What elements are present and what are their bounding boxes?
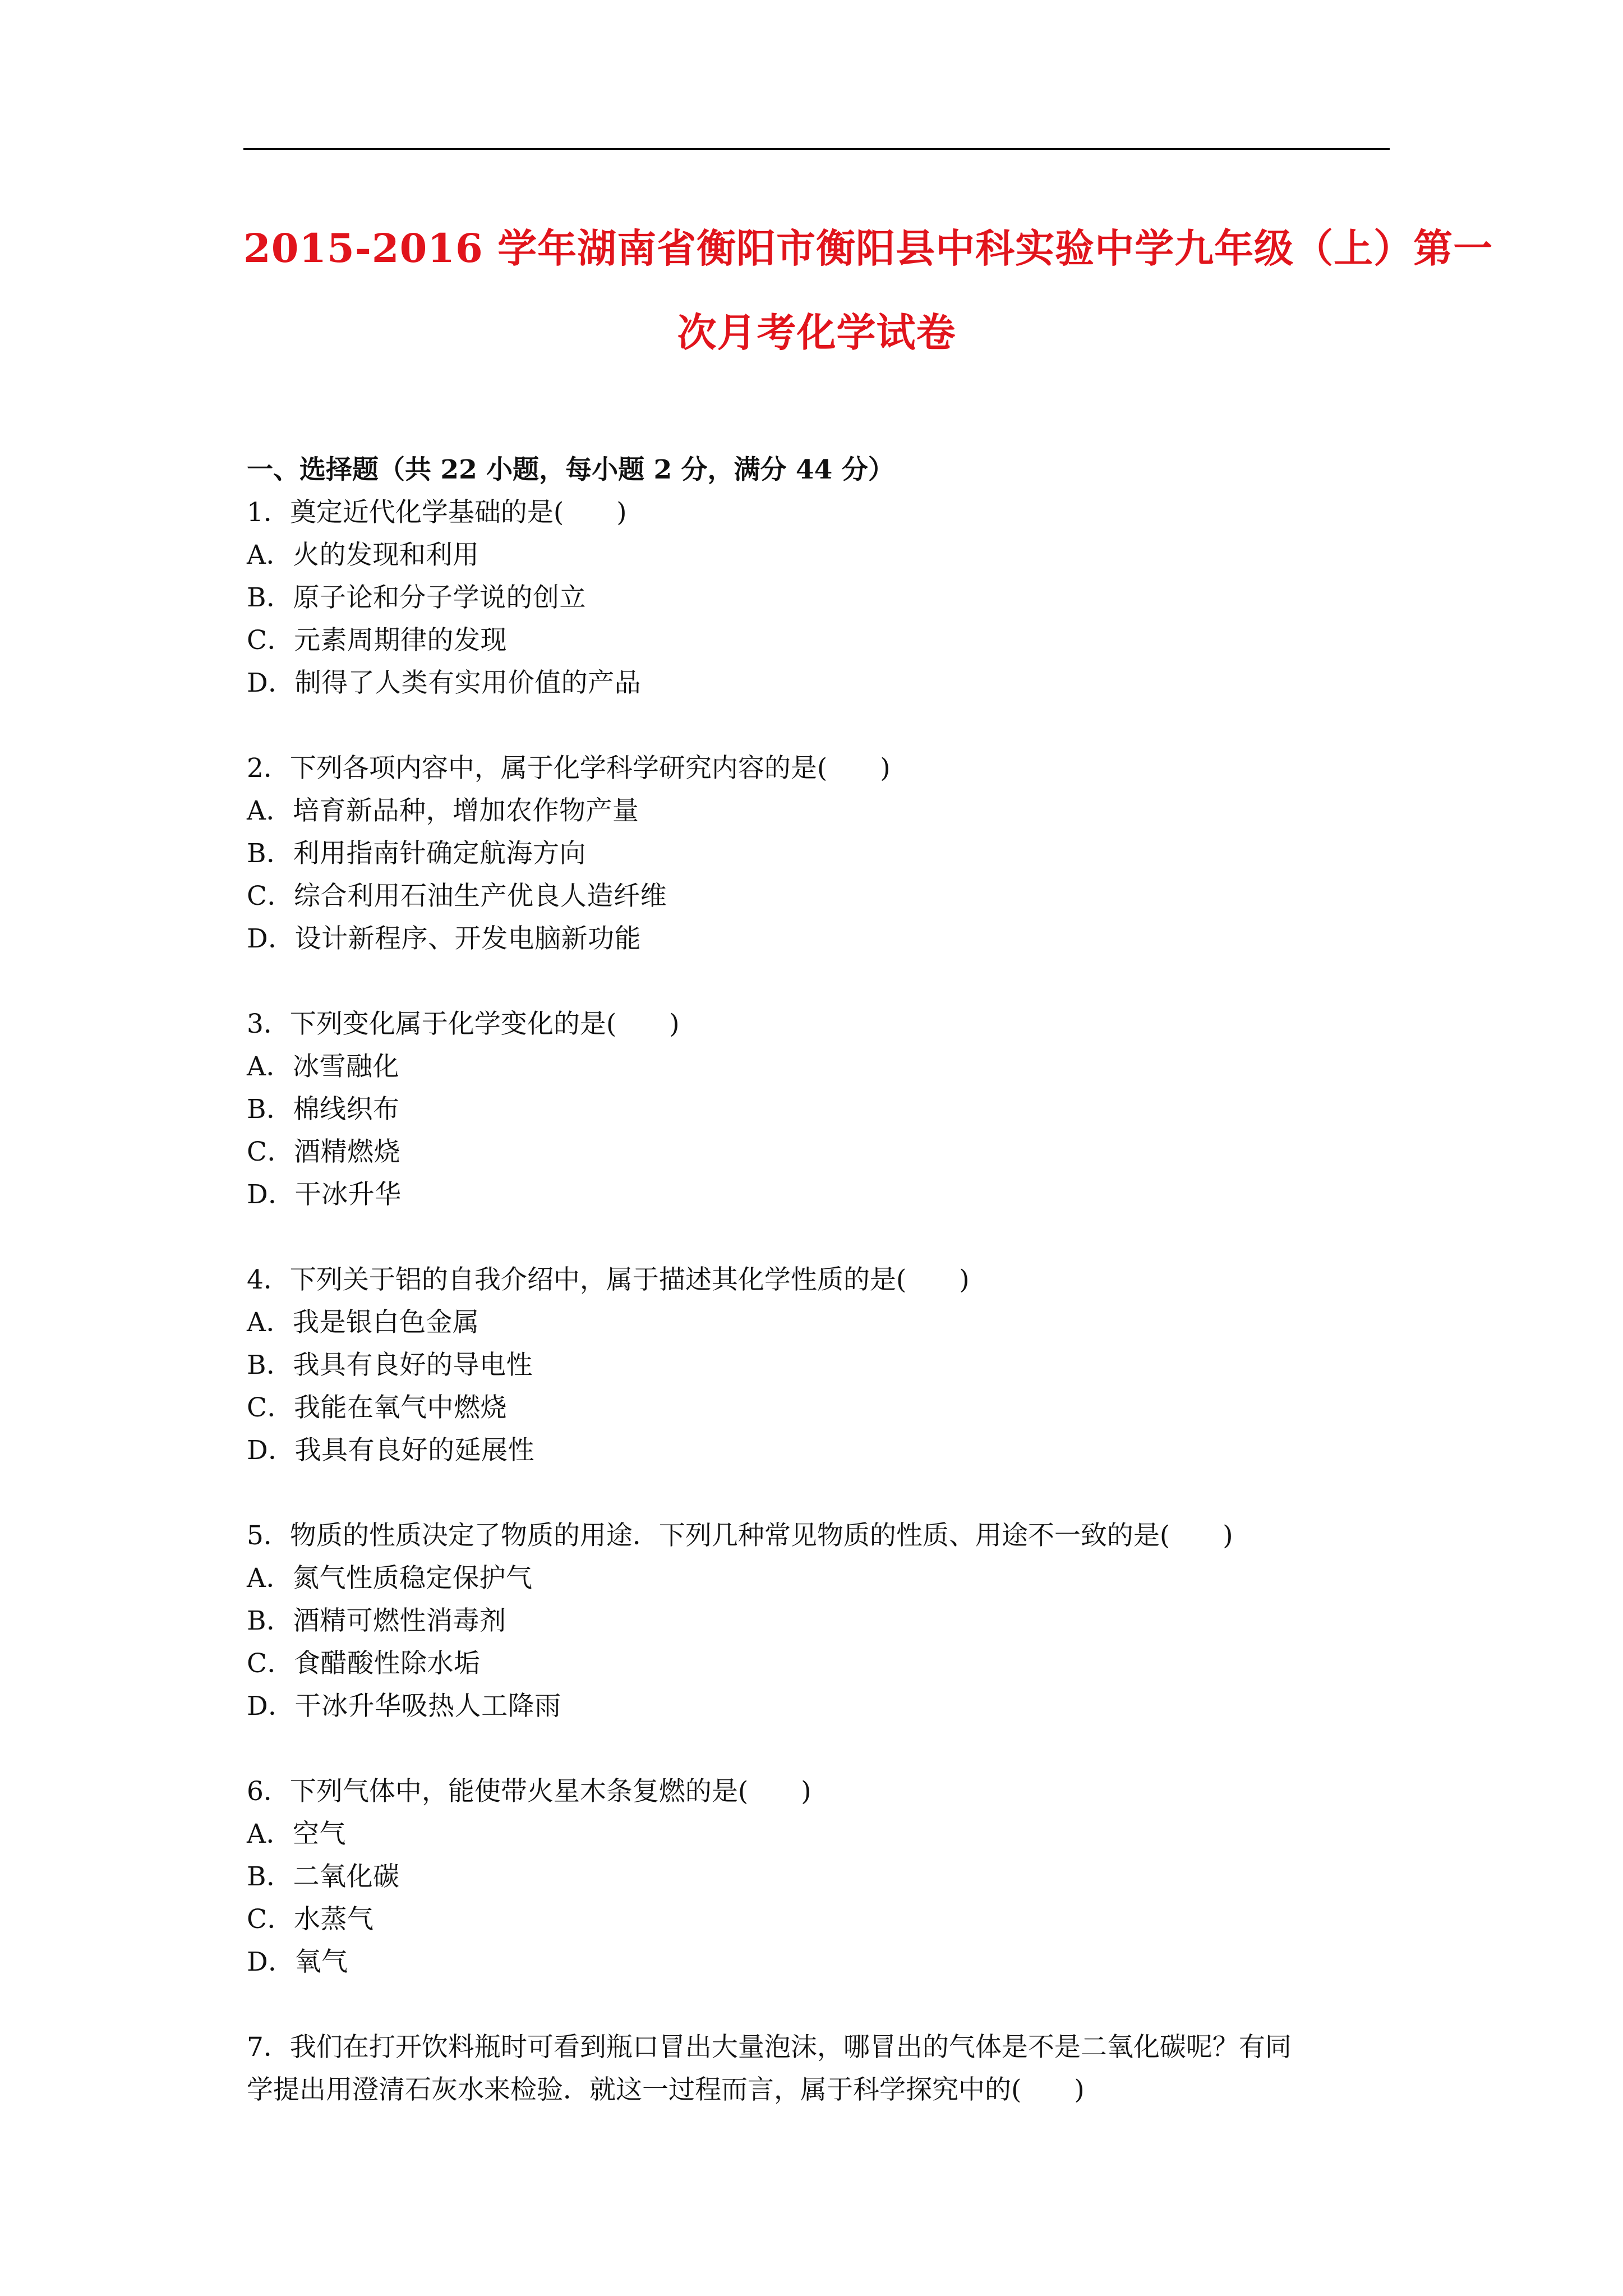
question-3 <box>247 1003 1391 1216</box>
question-stem: 7．我们在打开饮料瓶时可看到瓶口冒出大量泡沫，哪冒出的气体是不是二氧化碳呢？有同 <box>247 2032 1292 2063</box>
option-c: C．食醋酸性除水垢 <box>247 1648 481 1679</box>
option-a: A．冰雪融化 <box>247 1051 399 1082</box>
option-a: A．火的发现和利用 <box>247 540 479 570</box>
question-stem: 6．下列气体中，能使带火星木条复燃的是( ) <box>247 1776 811 1807</box>
option-d: D．干冰升华 <box>247 1179 402 1210</box>
exam-title-line-1: 2015-2016 学年湖南省衡阳市衡阳县中科实验中学九年级（上）第一 <box>243 225 1493 272</box>
question-1 <box>247 491 1391 705</box>
option-d: D．氧气 <box>247 1947 348 1977</box>
exam-content <box>247 449 1391 2154</box>
question-stem: 5．物质的性质决定了物质的用途．下列几种常见物质的性质、用途不一致的是( ) <box>247 1520 1233 1551</box>
option-d: D．制得了人类有实用价值的产品 <box>247 668 642 698</box>
option-b: B．二氧化碳 <box>247 1861 400 1892</box>
option-d: D．设计新程序、开发电脑新功能 <box>247 923 642 954</box>
question-stem-continued: 学提出用澄清石灰水来检验．就这一过程而言，属于科学探究中的( ) <box>247 2074 1085 2105</box>
question-stem: 1．奠定近代化学基础的是( ) <box>247 497 627 528</box>
question-6 <box>247 1770 1391 1984</box>
option-c: C．元素周期律的发现 <box>247 625 507 656</box>
exam-title-line-2: 次月考化学试卷 <box>677 309 956 356</box>
question-stem: 3．下列变化属于化学变化的是( ) <box>247 1009 680 1039</box>
option-a: A．培育新品种，增加农作物产量 <box>247 795 639 826</box>
header-rule <box>243 148 1390 150</box>
question-stem: 2．下列各项内容中，属于化学科学研究内容的是( ) <box>247 753 891 784</box>
option-b: B．利用指南针确定航海方向 <box>247 838 587 869</box>
option-a: A．氮气性质稳定保护气 <box>247 1563 533 1594</box>
section-heading: 一、选择题（共 22 小题，每小题 2 分，满分 44 分） <box>247 454 895 485</box>
question-7 <box>247 2026 1391 2111</box>
option-d: D．干冰升华吸热人工降雨 <box>247 1691 561 1722</box>
question-5 <box>247 1515 1391 1728</box>
option-d: D．我具有良好的延展性 <box>247 1435 535 1466</box>
option-c: C．我能在氧气中燃烧 <box>247 1392 507 1423</box>
option-c: C．水蒸气 <box>247 1904 374 1935</box>
question-4 <box>247 1259 1391 1472</box>
option-c: C．酒精燃烧 <box>247 1137 400 1167</box>
option-b: B．原子论和分子学说的创立 <box>247 582 587 613</box>
option-b: B．棉线织布 <box>247 1094 400 1125</box>
option-b: B．我具有良好的导电性 <box>247 1350 533 1381</box>
question-stem: 4．下列关于铝的自我介绍中，属于描述其化学性质的是( ) <box>247 1264 970 1295</box>
option-a: A．我是银白色金属 <box>247 1307 479 1338</box>
option-a: A．空气 <box>247 1819 346 1849</box>
option-c: C．综合利用石油生产优良人造纤维 <box>247 881 667 912</box>
question-2 <box>247 747 1391 960</box>
option-b: B．酒精可燃性消毒剂 <box>247 1605 506 1636</box>
